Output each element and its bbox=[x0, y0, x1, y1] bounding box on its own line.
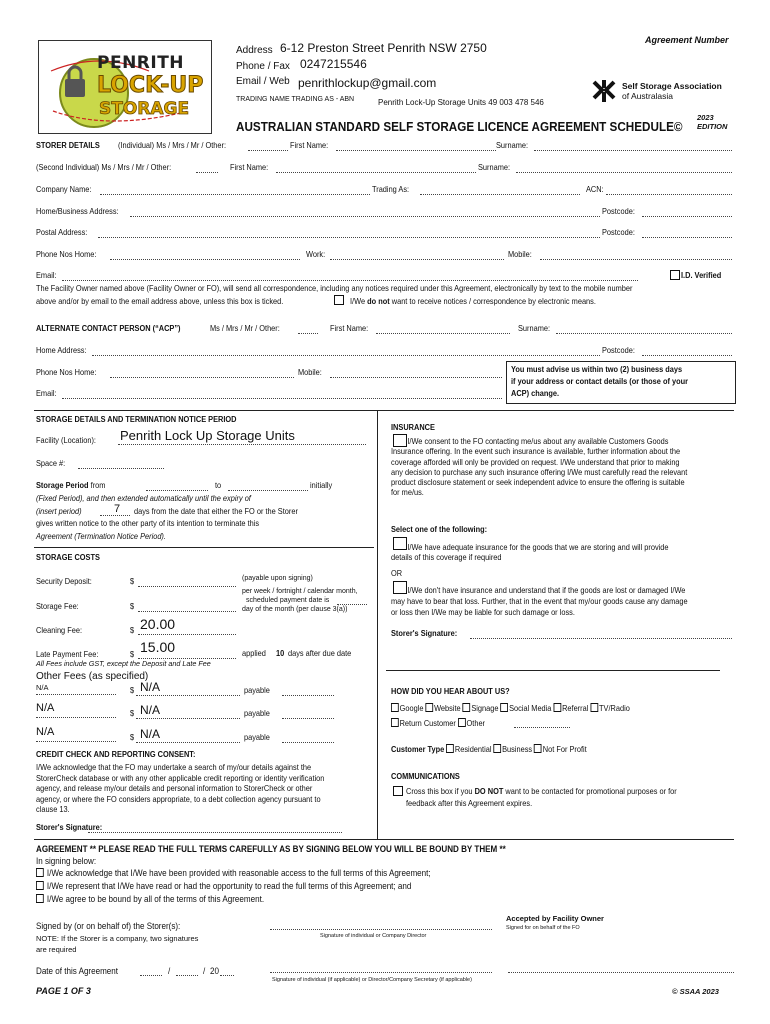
agreement-checkbox-1[interactable] bbox=[36, 868, 44, 877]
late-days-value: 10 bbox=[276, 648, 285, 658]
storer-signature-field-1[interactable] bbox=[270, 929, 492, 930]
acp-home-address-label: Home Address: bbox=[36, 345, 87, 355]
signed-by-label: Signed by (or on behalf of) the Storer(s): bbox=[36, 920, 181, 931]
other-label: Other bbox=[466, 718, 486, 728]
other-fees-heading: Other Fees (as specified) bbox=[36, 671, 149, 682]
acp-home-address-field[interactable] bbox=[92, 355, 600, 356]
dont-line: I/We don't have insurance and understand that if the goods are lost or damaged I/We bbox=[407, 585, 686, 595]
credit-line: I/We acknowledge that the FO may undertake a search of my/our details against the bbox=[36, 762, 312, 772]
ssaa-logo bbox=[590, 78, 740, 106]
google-label: Google bbox=[399, 703, 424, 713]
company-note-2: are required bbox=[36, 945, 77, 954]
other-fee-payable: payable bbox=[244, 732, 270, 742]
second-first-name-label: First Name: bbox=[230, 162, 269, 172]
fo-signature-field[interactable] bbox=[508, 972, 734, 973]
copyright: © SSAA 2023 bbox=[672, 987, 719, 996]
ssaa-name-2: of Australasia bbox=[622, 91, 674, 101]
hear-option-other[interactable] bbox=[458, 718, 485, 728]
customer-type-business[interactable] bbox=[494, 744, 533, 754]
or-label: OR bbox=[391, 568, 403, 578]
notice-opt-bold: do not bbox=[367, 296, 390, 306]
hear-option-google[interactable] bbox=[391, 703, 423, 713]
other-fee-name-field[interactable] bbox=[36, 717, 116, 718]
fee-note-2: scheduled payment date is bbox=[246, 597, 330, 604]
period-insert-label: (insert period) bbox=[36, 506, 82, 516]
residential-checkbox[interactable] bbox=[446, 744, 454, 753]
insurance-signature-label: Storer's Signature: bbox=[391, 628, 458, 638]
website-checkbox[interactable] bbox=[425, 703, 433, 712]
storer-individual-label: (Individual) Ms / Mrs / Mr / Other: bbox=[118, 140, 227, 150]
communications-line-2: feedback after this Agreement expires. bbox=[406, 798, 533, 808]
customer-type-row bbox=[391, 744, 587, 755]
fee-note-3: day of the month (per clause 3(a)) bbox=[242, 606, 348, 613]
other-fee-row bbox=[36, 726, 376, 745]
credit-line: agency, and release my/our details and personal information to StorerCheck or other bbox=[36, 783, 313, 794]
in-signing-label: In signing below: bbox=[36, 855, 97, 866]
storer-surname-label: Surname: bbox=[496, 140, 529, 150]
hear-other-field[interactable] bbox=[514, 727, 570, 728]
second-surname-field[interactable] bbox=[516, 172, 732, 173]
notice-opt-post: want to receive notices / correspondence by electronic means. bbox=[391, 296, 596, 306]
not-for-profit-label: Not For Profit bbox=[542, 744, 587, 754]
period-days-field[interactable] bbox=[100, 515, 130, 516]
storer-first-name-field[interactable] bbox=[336, 150, 496, 151]
phone-work-field[interactable] bbox=[330, 259, 504, 260]
other-fee-value: N/A bbox=[140, 727, 161, 741]
phone-home-field[interactable] bbox=[110, 259, 300, 260]
communications-line-1 bbox=[406, 787, 677, 797]
postal-address-field[interactable] bbox=[98, 237, 600, 238]
id-verified-checkbox[interactable] bbox=[670, 270, 680, 280]
comm-line1-pre: Cross this box if you bbox=[406, 786, 473, 796]
acp-surname-field[interactable] bbox=[556, 333, 732, 334]
other-fee-value-field[interactable] bbox=[136, 742, 240, 743]
cleaning-fee-label: Cleaning Fee: bbox=[36, 625, 83, 635]
storage-period-to: to bbox=[215, 480, 222, 490]
late-applied-label: applied bbox=[242, 648, 266, 658]
customer-type-nfp[interactable] bbox=[534, 744, 587, 754]
phone-mobile-field[interactable] bbox=[540, 259, 732, 260]
accepted-by-label: Accepted by Facility Owner bbox=[506, 914, 604, 923]
other-fee-name: N/A bbox=[36, 683, 49, 692]
date-sep-2: / bbox=[203, 965, 206, 976]
no-electronic-notice-checkbox[interactable] bbox=[334, 295, 344, 305]
agreement-item-text: I/We agree to be bound by all of the terms of this Agreement. bbox=[46, 893, 265, 904]
social-media-label: Social Media bbox=[509, 703, 552, 713]
ssaa-name-1: Self Storage Association bbox=[622, 81, 722, 91]
ssaa-mark-icon bbox=[590, 78, 618, 104]
storage-heading: STORAGE DETAILS AND TERMINATION NOTICE PERIOD bbox=[36, 414, 237, 424]
email-label: Email / Web bbox=[236, 76, 290, 87]
phone-label: Phone / Fax bbox=[236, 61, 290, 72]
period-days-value: 7 bbox=[114, 503, 121, 515]
dont-line: may have to bear that loss. Further, that in the event that my/our goods cause any damage bbox=[391, 595, 688, 606]
acp-mobile-label: Mobile: bbox=[298, 367, 322, 377]
storer-heading: STORER DETAILS bbox=[36, 140, 100, 150]
storer-signature-field-2[interactable] bbox=[270, 972, 492, 973]
other-fee-payable-field[interactable] bbox=[282, 695, 334, 696]
signage-label: Signage bbox=[471, 703, 499, 713]
column-divider bbox=[377, 411, 378, 839]
period-line-3: days from the date that either the FO or the Storer bbox=[134, 506, 298, 516]
second-first-name-field[interactable] bbox=[276, 172, 476, 173]
agreement-checkbox-3[interactable] bbox=[36, 894, 44, 903]
hear-option-tv[interactable] bbox=[590, 703, 629, 713]
second-surname-label: Surname: bbox=[478, 162, 511, 172]
acp-title-label: Ms / Mrs / Mr / Other: bbox=[210, 323, 280, 333]
signage-checkbox[interactable] bbox=[463, 703, 471, 712]
storer-email-label: Email: bbox=[36, 270, 57, 280]
hear-option-social[interactable] bbox=[501, 703, 552, 713]
other-fee-name: N/A bbox=[36, 726, 55, 738]
acp-first-name-label: First Name: bbox=[330, 323, 369, 333]
advise-line-3: ACP) change. bbox=[511, 388, 560, 398]
postal-address-label: Postal Address: bbox=[36, 227, 88, 237]
page-number: PAGE 1 OF 3 bbox=[36, 986, 91, 996]
trading-as-label: Trading As: bbox=[372, 184, 410, 194]
have-line: I/We have adequate insurance for the goods that we are storing and will provide bbox=[407, 542, 669, 552]
storage-period-label: Storage Period bbox=[36, 480, 89, 490]
facility-value: Penrith Lock Up Storage Units bbox=[120, 428, 295, 443]
late-fee-value: 15.00 bbox=[140, 639, 176, 655]
signature-caption-1: Signature of individual or Company Director bbox=[320, 933, 427, 939]
other-fee-value-field[interactable] bbox=[136, 695, 240, 696]
home-address-label: Home/Business Address: bbox=[36, 206, 119, 216]
other-fee-payable-field[interactable] bbox=[282, 718, 334, 719]
date-year-field[interactable] bbox=[220, 975, 234, 976]
other-fee-row bbox=[36, 682, 376, 698]
section-divider-1 bbox=[34, 410, 734, 411]
security-deposit-label: Security Deposit: bbox=[36, 576, 92, 586]
agreement-number-label: Agreement Number bbox=[645, 35, 729, 45]
storage-fee-label: Storage Fee: bbox=[36, 601, 79, 611]
postcode-label-2: Postcode: bbox=[602, 227, 635, 237]
phone-mobile-label: Mobile: bbox=[508, 249, 532, 259]
other-fee-value: N/A bbox=[140, 680, 161, 694]
advise-line-2: if your address or contact details (or those of your bbox=[511, 376, 688, 386]
not-for-profit-checkbox[interactable] bbox=[534, 744, 542, 753]
insurance-consent-text bbox=[391, 436, 736, 498]
space-label: Space #: bbox=[36, 458, 66, 468]
storer-first-name-label: First Name: bbox=[290, 140, 329, 150]
hear-options-row-1 bbox=[391, 703, 630, 714]
hear-option-signage[interactable] bbox=[463, 703, 499, 713]
period-line-4: gives written notice to the other party of its intention to terminate this bbox=[36, 518, 260, 528]
notice-text-1: The Facility Owner named above (Facility Owner or FO), will send all correspondence, including any notices required under this Agreement, electronically by text to the mobile number bbox=[36, 283, 633, 293]
home-address-field[interactable] bbox=[130, 216, 600, 217]
postcode-field-2[interactable] bbox=[642, 237, 732, 238]
logo-text-penrith: PENRITH bbox=[97, 53, 185, 73]
space-field[interactable] bbox=[78, 468, 164, 469]
agreement-item-text: I/We acknowledge that I/We have been provided with reasonable access to the full terms of this Agreement; bbox=[46, 867, 431, 878]
acp-email-field[interactable] bbox=[62, 398, 502, 399]
gst-note: All Fees include GST, except the Deposit and Late Fee bbox=[36, 659, 211, 668]
costs-heading: STORAGE COSTS bbox=[36, 552, 100, 562]
consent-line: coverage afforded will only be provided on request. I/We understand that prior to making bbox=[391, 456, 680, 467]
other-fee-name-field[interactable] bbox=[36, 694, 116, 695]
postcode-label-1: Postcode: bbox=[602, 206, 635, 216]
referral-checkbox[interactable] bbox=[553, 703, 561, 712]
storer-email-field[interactable] bbox=[62, 280, 638, 281]
insurance-heading: INSURANCE bbox=[391, 422, 435, 432]
acp-title-field[interactable] bbox=[298, 333, 318, 334]
storage-period-initially: initially bbox=[310, 480, 333, 490]
return-customer-checkbox[interactable] bbox=[391, 718, 399, 727]
company-note-1: NOTE: If the Storer is a company, two signatures bbox=[36, 934, 199, 943]
acp-postcode-label: Postcode: bbox=[602, 345, 635, 355]
cleaning-fee-field[interactable] bbox=[138, 634, 236, 635]
agreement-item bbox=[36, 881, 411, 892]
period-line-5: Agreement (Termination Notice Period). bbox=[36, 531, 166, 541]
acn-label: ACN: bbox=[586, 184, 604, 194]
security-currency: $ bbox=[130, 576, 135, 586]
return-customer-label: Return Customer bbox=[399, 718, 456, 728]
comm-line1-bold: DO NOT bbox=[474, 786, 504, 796]
select-one-label: Select one of the following: bbox=[391, 524, 488, 534]
address-value: 6-12 Preston Street Penrith NSW 2750 bbox=[280, 41, 487, 55]
customer-type-label: Customer Type bbox=[391, 744, 445, 754]
trading-as-field[interactable] bbox=[420, 194, 580, 195]
communications-checkbox[interactable] bbox=[393, 786, 403, 796]
acp-surname-label: Surname: bbox=[518, 323, 551, 333]
comm-line1-post: want to be contacted for promotional purposes or for bbox=[505, 786, 677, 796]
period-to-field[interactable] bbox=[228, 490, 308, 491]
consent-line: any decision to purchase any such insurance offering I/We must carefully read the relevant bbox=[391, 466, 688, 477]
company-name-label: Company Name: bbox=[36, 184, 92, 194]
other-fee-row bbox=[36, 702, 376, 721]
other-fee-value: N/A bbox=[140, 703, 161, 717]
cleaning-currency: $ bbox=[130, 625, 135, 635]
fee-note-1: per week / fortnight / calendar month, bbox=[242, 588, 358, 595]
have-line: details of this coverage if required bbox=[391, 552, 502, 563]
credit-signature-label: Storer's Signature: bbox=[36, 822, 103, 832]
acp-advise-box bbox=[506, 361, 736, 404]
storer-title-field[interactable] bbox=[248, 150, 288, 151]
date-year-prefix: 20 bbox=[210, 965, 219, 976]
date-label: Date of this Agreement bbox=[36, 965, 119, 976]
other-fee-value-field[interactable] bbox=[136, 718, 240, 719]
phone-value: 0247215546 bbox=[300, 57, 367, 71]
signature-caption-2: Signature of individual (if applicable) or Director/Company Secretary (if applicable) bbox=[272, 977, 472, 983]
hear-option-referral[interactable] bbox=[553, 703, 588, 713]
website-label: Website bbox=[434, 703, 461, 713]
other-fee-payable: payable bbox=[244, 685, 270, 695]
consent-line: for me/us. bbox=[391, 487, 424, 498]
business-label: Business bbox=[502, 744, 533, 754]
second-individual-label: (Second Individual) Ms / Mrs / Mr / Other: bbox=[36, 162, 172, 172]
acp-mobile-field[interactable] bbox=[330, 377, 502, 378]
agreement-item-text: I/We represent that I/We have read or had the opportunity to read the full terms of this Agreement; and bbox=[46, 880, 412, 891]
advise-line-1: You must advise us within two (2) business days bbox=[511, 364, 683, 374]
tv-radio-label: TV/Radio bbox=[599, 703, 630, 713]
section-divider-2 bbox=[34, 839, 734, 840]
logo-text-lockup: LOCK-UP bbox=[97, 73, 204, 98]
no-electronic-notice-label bbox=[350, 297, 596, 307]
costs-divider bbox=[34, 547, 374, 548]
trading-value: Penrith Lock-Up Storage Units 49 003 478 546 bbox=[378, 98, 544, 107]
security-deposit-field[interactable] bbox=[138, 586, 236, 587]
consent-line: product disclosure statement or seek independent advice to ensure the offering is suitable bbox=[391, 477, 685, 488]
second-title-field[interactable] bbox=[196, 172, 218, 173]
consent-line: Insurance offering. In the event such insurance is available, further information about the bbox=[391, 446, 681, 457]
residential-label: Residential bbox=[454, 744, 492, 754]
other-fee-currency: $ bbox=[130, 732, 135, 742]
storage-fee-field[interactable] bbox=[138, 611, 236, 612]
dont-line: or loss then I/We may be liable for such damage or loss. bbox=[391, 606, 575, 617]
acp-phone-home-field[interactable] bbox=[110, 377, 294, 378]
other-fee-currency: $ bbox=[130, 708, 135, 718]
late-after-label: days after due date bbox=[288, 648, 352, 658]
agreement-item bbox=[36, 894, 264, 905]
right-column-divider bbox=[386, 670, 720, 671]
other-fee-currency: $ bbox=[130, 685, 135, 695]
email-value: penrithlockup@gmail.com bbox=[298, 76, 437, 90]
credit-line: StorerCheck database or with any other applicable credit reporting or identity verification bbox=[36, 772, 325, 783]
social-media-checkbox[interactable] bbox=[501, 703, 509, 712]
id-verified-label: I.D. Verified bbox=[681, 270, 722, 280]
facility-label: Facility (Location): bbox=[36, 435, 96, 445]
acp-phone-home-label: Phone Nos Home: bbox=[36, 367, 97, 377]
storage-fee-currency: $ bbox=[130, 601, 135, 611]
date-sep-1: / bbox=[168, 965, 171, 976]
hear-options-row-2 bbox=[391, 718, 485, 729]
credit-text bbox=[36, 762, 376, 815]
acn-field[interactable] bbox=[606, 194, 732, 195]
credit-heading: CREDIT CHECK AND REPORTING CONSENT: bbox=[36, 749, 196, 759]
late-fee-label: Late Payment Fee: bbox=[36, 649, 99, 659]
schedule-title: AUSTRALIAN STANDARD SELF STORAGE LICENCE AGREEMENT SCHEDULE© bbox=[236, 119, 683, 134]
communications-heading: COMMUNICATIONS bbox=[391, 771, 460, 781]
other-fee-name-field[interactable] bbox=[36, 741, 116, 742]
have-insurance-text bbox=[391, 542, 736, 563]
late-currency: $ bbox=[130, 649, 135, 659]
trading-label: TRADING NAME TRADING AS - ABN bbox=[236, 96, 355, 103]
business-checkbox[interactable] bbox=[494, 744, 502, 753]
consent-line: I/We consent to the FO contacting me/us about any available Customers Goods bbox=[407, 436, 669, 446]
accepted-sub-label: Signed for on behalf of the FO bbox=[506, 925, 580, 931]
cleaning-fee-value: 20.00 bbox=[140, 616, 176, 632]
company-name-field[interactable] bbox=[100, 194, 370, 195]
storer-surname-field[interactable] bbox=[534, 150, 732, 151]
storage-period-line-1 bbox=[36, 481, 105, 491]
date-month-field[interactable] bbox=[176, 975, 198, 976]
hear-option-website[interactable] bbox=[425, 703, 460, 713]
insurance-signature-field[interactable] bbox=[470, 638, 732, 639]
storage-period-from: from bbox=[90, 480, 106, 490]
referral-label: Referral bbox=[562, 703, 589, 713]
postcode-field-1[interactable] bbox=[642, 216, 732, 217]
acp-first-name-field[interactable] bbox=[376, 333, 510, 334]
tv-radio-checkbox[interactable] bbox=[590, 703, 598, 712]
acp-postcode-field[interactable] bbox=[642, 355, 732, 356]
other-fee-payable-field[interactable] bbox=[282, 742, 334, 743]
phone-work-label: Work: bbox=[306, 249, 326, 259]
edition-year: 2023 bbox=[697, 113, 714, 122]
other-fee-payable: payable bbox=[244, 708, 270, 718]
notice-text-2: above and/or by email to the email address above, unless this box is ticked. bbox=[36, 296, 284, 306]
credit-line: clause 13. bbox=[36, 804, 70, 815]
acp-heading: ALTERNATE CONTACT PERSON (“ACP”) bbox=[36, 323, 181, 333]
agreement-heading: AGREEMENT ** PLEASE READ THE FULL TERMS CAREFULLY AS BY SIGNING BELOW YOU WILL BE BOUND BY THEM ** bbox=[36, 843, 506, 854]
agreement-item bbox=[36, 868, 431, 879]
agreement-checkbox-2[interactable] bbox=[36, 881, 44, 890]
acp-email-label: Email: bbox=[36, 388, 57, 398]
other-fee-name: N/A bbox=[36, 702, 55, 714]
period-line-2: (Fixed Period), and then extended automatically until the expiry of bbox=[36, 493, 251, 503]
period-from-field[interactable] bbox=[146, 490, 208, 491]
date-day-field[interactable] bbox=[140, 975, 162, 976]
facility-logo bbox=[38, 40, 212, 134]
logo-text-storage: STORAGE bbox=[99, 99, 190, 119]
edition-label: EDITION bbox=[697, 122, 728, 131]
no-insurance-text bbox=[391, 585, 736, 617]
facility-field[interactable] bbox=[118, 444, 366, 445]
address-label: Address bbox=[236, 45, 273, 56]
other-checkbox[interactable] bbox=[458, 718, 466, 727]
credit-signature-field[interactable] bbox=[88, 832, 342, 833]
hear-heading: HOW DID YOU HEAR ABOUT US? bbox=[391, 686, 510, 696]
google-checkbox[interactable] bbox=[391, 703, 399, 712]
credit-line: agency, or where the FO considers appropriate, to a debt collection agency pursuant to bbox=[36, 793, 321, 804]
hear-option-return[interactable] bbox=[391, 718, 456, 728]
payment-date-field[interactable] bbox=[337, 604, 367, 605]
phone-home-label: Phone Nos Home: bbox=[36, 249, 97, 259]
security-note: (payable upon signing) bbox=[242, 575, 313, 582]
notice-opt-pre: I/We bbox=[350, 296, 366, 306]
customer-type-residential[interactable] bbox=[446, 744, 491, 754]
